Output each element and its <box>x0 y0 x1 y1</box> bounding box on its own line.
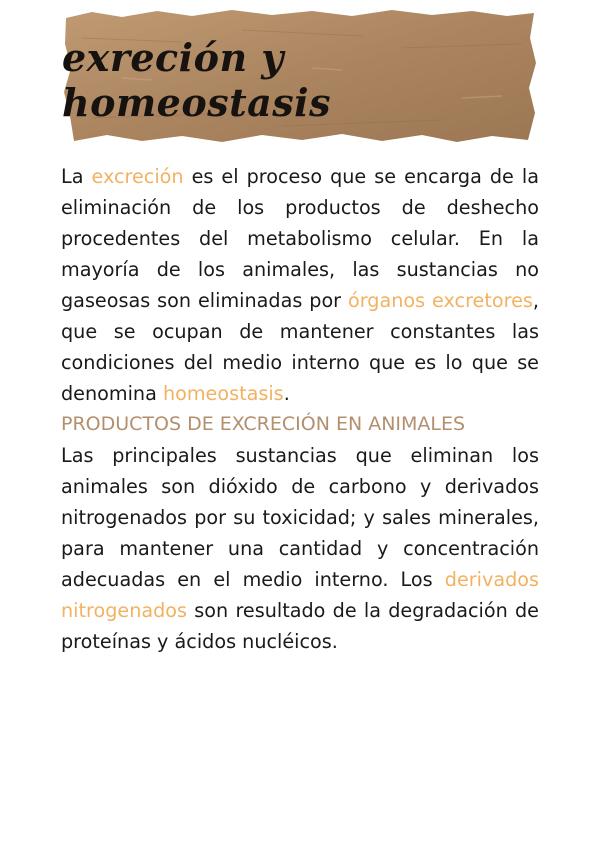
text-segment: . <box>283 382 290 405</box>
keyword-homeostasis: homeostasis <box>162 382 284 405</box>
text-segment: Las principales sustancias que eliminan los animales son dióxido de carbono y derivados nitrogenados por su toxicidad; y sales minerales, para mantener una cantidad y concentración adecuadas en el medio interno. Los <box>61 444 539 591</box>
products-paragraph <box>61 440 539 657</box>
keyword-derivados-nitrogenados: derivados nitrogenados <box>61 568 539 622</box>
text-segment: son resultado de la degradación de proteínas y ácidos nucléicos. <box>61 599 539 653</box>
main-content <box>61 161 539 657</box>
intro-paragraph <box>61 161 539 409</box>
text-segment: La <box>61 165 92 188</box>
keyword-organos-excretores: órganos excretores <box>348 289 533 312</box>
section-heading: PRODUCTOS DE EXCRECIÓN EN ANIMALES <box>61 413 466 435</box>
text-segment: es el proceso que se encarga de la eliminación de los productos de deshecho procedentes del metabolismo celular. En la mayoría de los animales, las sustancias no gaseosas son eliminadas por <box>61 165 539 312</box>
text-segment: , que se ocupan de mantener constantes las condiciones del medio interno que es lo que se denomina <box>61 289 540 405</box>
keyword-excrecion: excreción <box>91 165 184 188</box>
title-banner <box>62 8 538 148</box>
page-title: exreción y homeostasis <box>62 35 331 125</box>
